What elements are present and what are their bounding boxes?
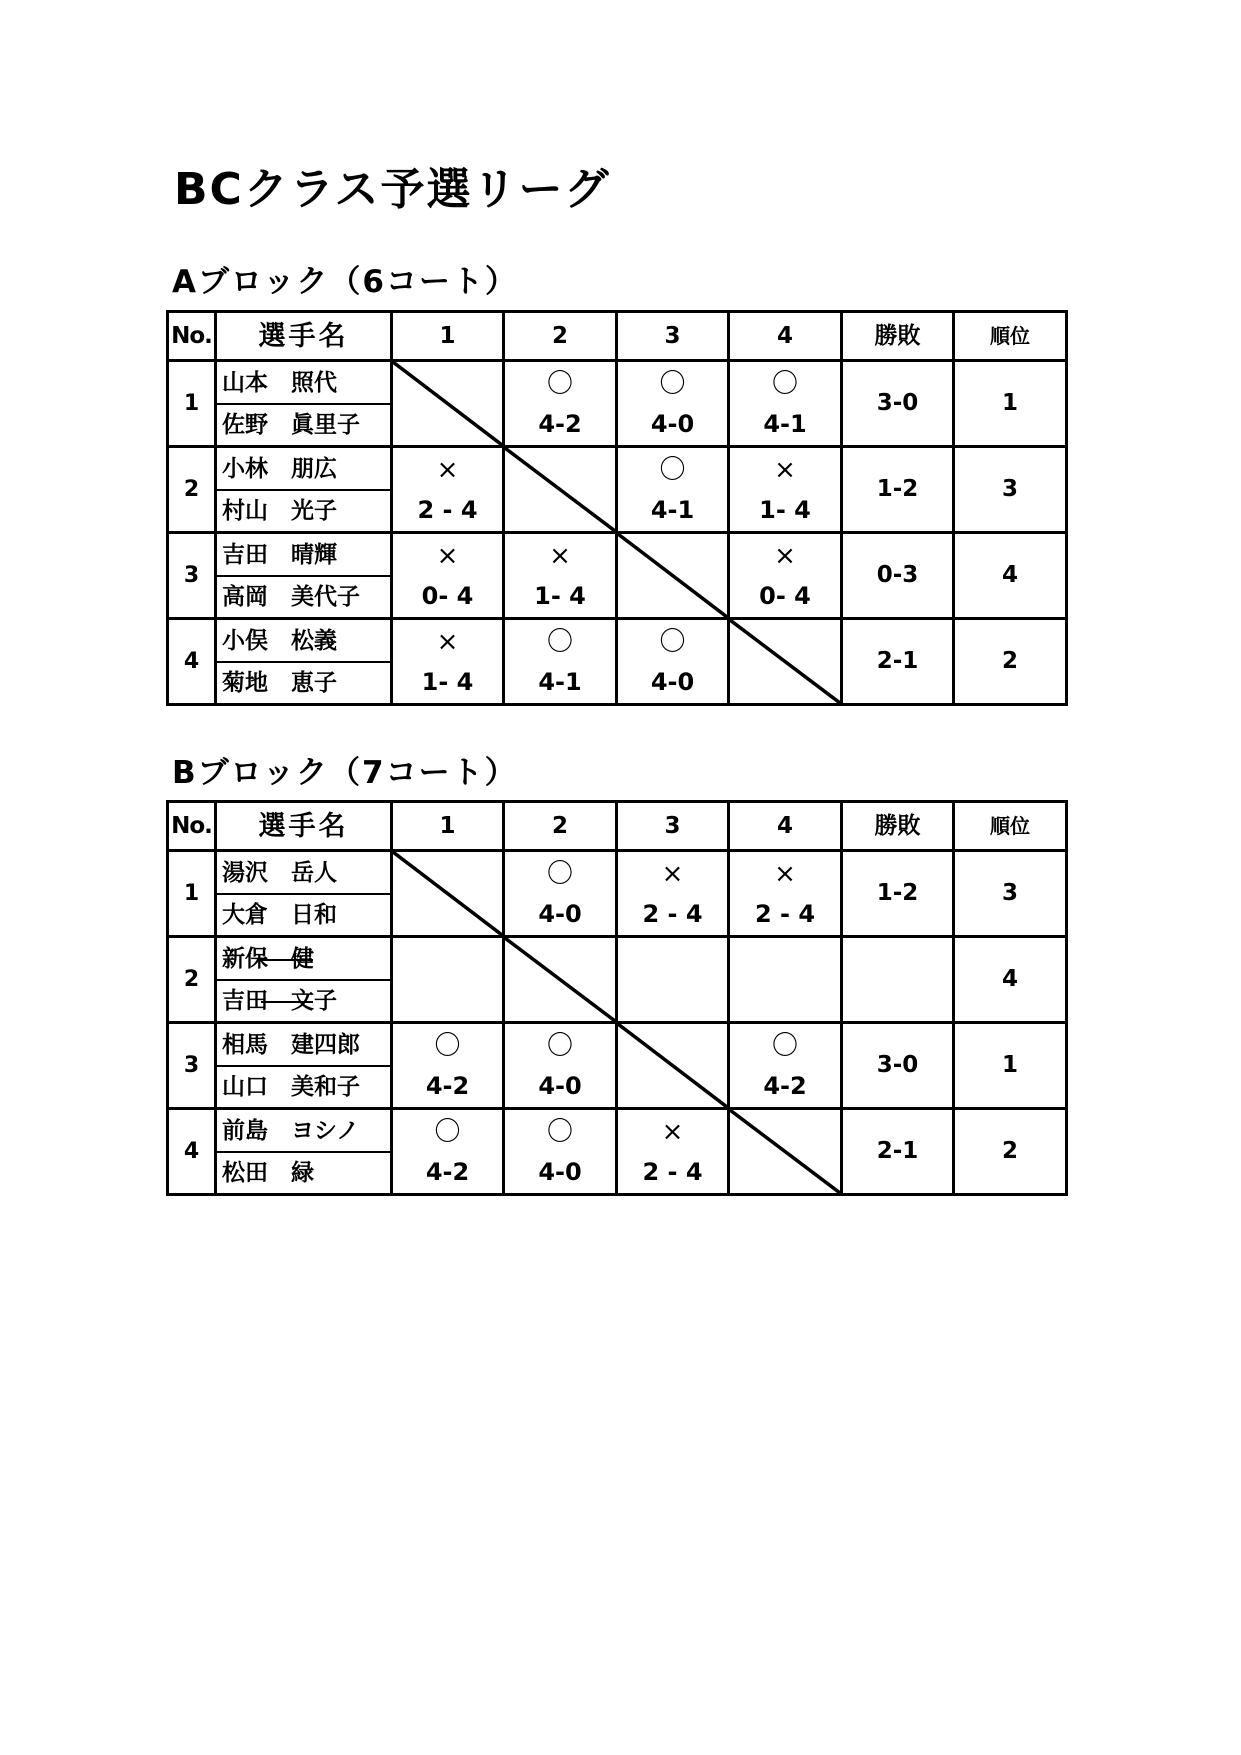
- match-result-cell: [617, 361, 729, 447]
- block-a-table: [166, 310, 1068, 706]
- result-mark: 〇: [659, 369, 686, 399]
- player-number: 4: [168, 619, 216, 705]
- diagonal-slash: [618, 1024, 727, 1107]
- player-name: [217, 981, 390, 1021]
- result-mark: 〇: [659, 627, 686, 657]
- win-loss-record: 0-3: [842, 533, 954, 619]
- header-col-4: 4: [729, 312, 842, 361]
- win-loss-record: 3-0: [842, 1023, 954, 1109]
- result-mark: 〇: [546, 1031, 573, 1061]
- match-result-cell: [617, 1109, 729, 1195]
- rank: 3: [954, 851, 1067, 937]
- player-names: [216, 619, 392, 705]
- player-row: [168, 1023, 1067, 1109]
- player-names: [216, 361, 392, 447]
- block-b-table: [166, 800, 1068, 1196]
- result-score: 4-0: [650, 668, 695, 696]
- diagonal-slash: [505, 938, 615, 1021]
- result-score: 4-2: [425, 1158, 470, 1186]
- header-record: 勝敗: [842, 312, 954, 361]
- header-col-2: 2: [504, 312, 617, 361]
- header-col-1: 1: [392, 312, 504, 361]
- diagonal-slash: [618, 534, 727, 617]
- result-mark: 〇: [546, 627, 573, 657]
- result-mark: 〇: [771, 369, 798, 399]
- player-name: [217, 621, 390, 663]
- result-score: 4-0: [538, 1072, 582, 1100]
- header-no: No.: [168, 312, 216, 361]
- player-row: [168, 1109, 1067, 1195]
- page-title: BCクラス予選リーグ: [174, 164, 611, 215]
- win-loss-record: [842, 937, 954, 1023]
- result-score: 1- 4: [534, 582, 586, 610]
- header-record: 勝敗: [842, 802, 954, 851]
- match-result-cell: [392, 1109, 504, 1195]
- player-number: 2: [168, 937, 216, 1023]
- result-score: [618, 986, 727, 1014]
- player-row: [168, 447, 1067, 533]
- header-col-3: 3: [617, 312, 729, 361]
- header-col-1: 1: [392, 802, 504, 851]
- rank: 1: [954, 1023, 1067, 1109]
- header-no: No.: [168, 802, 216, 851]
- player-row: [168, 937, 1067, 1023]
- rank: 4: [954, 533, 1067, 619]
- player-name-text: 大倉 日和: [222, 901, 337, 928]
- player-row: [168, 361, 1067, 447]
- header-name: 選手名: [216, 312, 392, 361]
- match-result-cell: [617, 851, 729, 937]
- block-a-title: Aブロック（6コート）: [172, 264, 518, 300]
- win-loss-record: 1-2: [842, 851, 954, 937]
- rank: 4: [954, 937, 1067, 1023]
- result-score: 0- 4: [759, 582, 811, 610]
- self-match-cell: [729, 1109, 842, 1195]
- player-number: 3: [168, 533, 216, 619]
- player-names: [216, 937, 392, 1023]
- player-name: [217, 663, 390, 703]
- match-result-cell: [729, 447, 842, 533]
- result-mark: ×: [436, 455, 459, 485]
- player-name-text: 佐野 眞里子: [222, 411, 360, 438]
- player-name-text: 村山 光子: [222, 497, 337, 524]
- header-rank: 順位: [954, 312, 1067, 361]
- player-name: [217, 449, 390, 491]
- result-mark: ×: [549, 541, 571, 571]
- match-result-cell: [504, 533, 617, 619]
- player-number: 4: [168, 1109, 216, 1195]
- player-name: [217, 1111, 390, 1153]
- result-mark: ×: [661, 1117, 684, 1147]
- win-loss-record: 2-1: [842, 1109, 954, 1195]
- block-b-title: Bブロック（7コート）: [172, 755, 518, 791]
- player-row: [168, 619, 1067, 705]
- match-result-cell: [392, 937, 504, 1023]
- header-row: [168, 312, 1067, 361]
- self-match-cell: [617, 1023, 729, 1109]
- rank: 3: [954, 447, 1067, 533]
- result-score: 0- 4: [421, 582, 474, 610]
- win-loss-record: 1-2: [842, 447, 954, 533]
- player-number: 2: [168, 447, 216, 533]
- rank: 1: [954, 361, 1067, 447]
- player-name-text: 小林 朋広: [222, 455, 337, 482]
- block-a-body: [168, 361, 1067, 705]
- result-score: [730, 986, 840, 1014]
- diagonal-slash: [393, 852, 502, 935]
- result-mark: 〇: [659, 455, 686, 485]
- result-score: 4-0: [538, 1158, 582, 1186]
- match-result-cell: [504, 1023, 617, 1109]
- strikethrough-line: [261, 959, 313, 961]
- rank: 2: [954, 619, 1067, 705]
- self-match-cell: [504, 447, 617, 533]
- player-name-text: 相馬 建四郎: [222, 1031, 360, 1058]
- diagonal-slash: [505, 448, 615, 531]
- match-result-cell: [729, 533, 842, 619]
- header-row: [168, 802, 1067, 851]
- player-names: [216, 533, 392, 619]
- block-b-body: [168, 851, 1067, 1195]
- result-score: 4-2: [538, 410, 582, 438]
- player-number: 1: [168, 361, 216, 447]
- diagonal-slash: [730, 620, 840, 703]
- match-result-cell: [392, 447, 504, 533]
- result-mark: ×: [774, 541, 796, 571]
- player-names: [216, 1109, 392, 1195]
- player-row: [168, 533, 1067, 619]
- player-name: [217, 939, 390, 981]
- result-score: 4-0: [538, 900, 582, 928]
- match-result-cell: [617, 447, 729, 533]
- player-name: [217, 853, 390, 895]
- player-name-text: 松田 緑: [222, 1159, 314, 1186]
- diagonal-slash: [730, 1110, 840, 1193]
- match-result-cell: [504, 361, 617, 447]
- player-name: [217, 405, 390, 445]
- player-name: [217, 363, 390, 405]
- match-result-cell: [729, 361, 842, 447]
- result-mark: 〇: [434, 1031, 461, 1061]
- self-match-cell: [392, 851, 504, 937]
- result-mark: 〇: [546, 369, 573, 399]
- match-result-cell: [617, 937, 729, 1023]
- match-result-cell: [504, 619, 617, 705]
- player-name-text: 新保 健: [222, 945, 314, 972]
- player-name: [217, 535, 390, 577]
- result-score: 4-2: [425, 1072, 470, 1100]
- header-col-3: 3: [617, 802, 729, 851]
- self-match-cell: [504, 937, 617, 1023]
- result-mark: 〇: [771, 1031, 798, 1061]
- match-result-cell: [729, 1023, 842, 1109]
- match-result-cell: [504, 851, 617, 937]
- match-result-cell: [617, 619, 729, 705]
- rank: 2: [954, 1109, 1067, 1195]
- player-name: [217, 895, 390, 935]
- header-col-2: 2: [504, 802, 617, 851]
- player-name: [217, 1067, 390, 1107]
- result-mark: [393, 945, 502, 975]
- player-name-text: 湯沢 岳人: [222, 859, 337, 886]
- player-names: [216, 1023, 392, 1109]
- result-mark: 〇: [546, 1117, 573, 1147]
- result-score: 2 - 4: [417, 496, 478, 524]
- result-score: 2 - 4: [642, 900, 703, 928]
- result-mark: ×: [436, 627, 459, 657]
- match-result-cell: [392, 533, 504, 619]
- strikethrough-line: [261, 1001, 313, 1003]
- player-row: [168, 851, 1067, 937]
- result-score: [393, 986, 502, 1014]
- result-mark: [730, 945, 840, 975]
- self-match-cell: [729, 619, 842, 705]
- match-result-cell: [729, 937, 842, 1023]
- match-result-cell: [392, 619, 504, 705]
- player-name-text: 小俣 松義: [222, 627, 337, 654]
- header-col-4: 4: [729, 802, 842, 851]
- result-mark: ×: [661, 859, 684, 889]
- result-mark: 〇: [546, 859, 573, 889]
- player-number: 3: [168, 1023, 216, 1109]
- player-name-text: 高岡 美代子: [222, 583, 360, 610]
- player-name: [217, 1153, 390, 1193]
- result-score: 4-0: [650, 410, 695, 438]
- result-mark: [618, 945, 727, 975]
- player-names: [216, 851, 392, 937]
- result-score: 4-1: [650, 496, 695, 524]
- result-mark: ×: [436, 541, 459, 571]
- result-score: 2 - 4: [642, 1158, 703, 1186]
- player-number: 1: [168, 851, 216, 937]
- player-name-text: 菊地 恵子: [222, 669, 337, 696]
- result-mark: ×: [774, 859, 796, 889]
- player-name-text: 前島 ヨシノ: [222, 1117, 360, 1144]
- diagonal-slash: [393, 362, 502, 445]
- header-name: 選手名: [216, 802, 392, 851]
- result-score: 4-1: [538, 668, 582, 696]
- result-score: 4-2: [763, 1072, 807, 1100]
- player-name: [217, 1025, 390, 1067]
- match-result-cell: [392, 1023, 504, 1109]
- player-name-text: 吉田 晴輝: [222, 541, 337, 568]
- result-mark: 〇: [434, 1117, 461, 1147]
- result-score: 1- 4: [759, 496, 811, 524]
- player-name-text: 吉田 文子: [222, 987, 337, 1014]
- player-name: [217, 491, 390, 531]
- player-names: [216, 447, 392, 533]
- player-name-text: 山本 照代: [222, 369, 337, 396]
- player-name-text: 山口 美和子: [222, 1073, 360, 1100]
- self-match-cell: [392, 361, 504, 447]
- result-mark: ×: [774, 455, 796, 485]
- win-loss-record: 3-0: [842, 361, 954, 447]
- win-loss-record: 2-1: [842, 619, 954, 705]
- result-score: 1- 4: [421, 668, 474, 696]
- result-score: 2 - 4: [754, 900, 816, 928]
- match-result-cell: [504, 1109, 617, 1195]
- header-rank: 順位: [954, 802, 1067, 851]
- result-score: 4-1: [763, 410, 807, 438]
- player-name: [217, 577, 390, 617]
- self-match-cell: [617, 533, 729, 619]
- match-result-cell: [729, 851, 842, 937]
